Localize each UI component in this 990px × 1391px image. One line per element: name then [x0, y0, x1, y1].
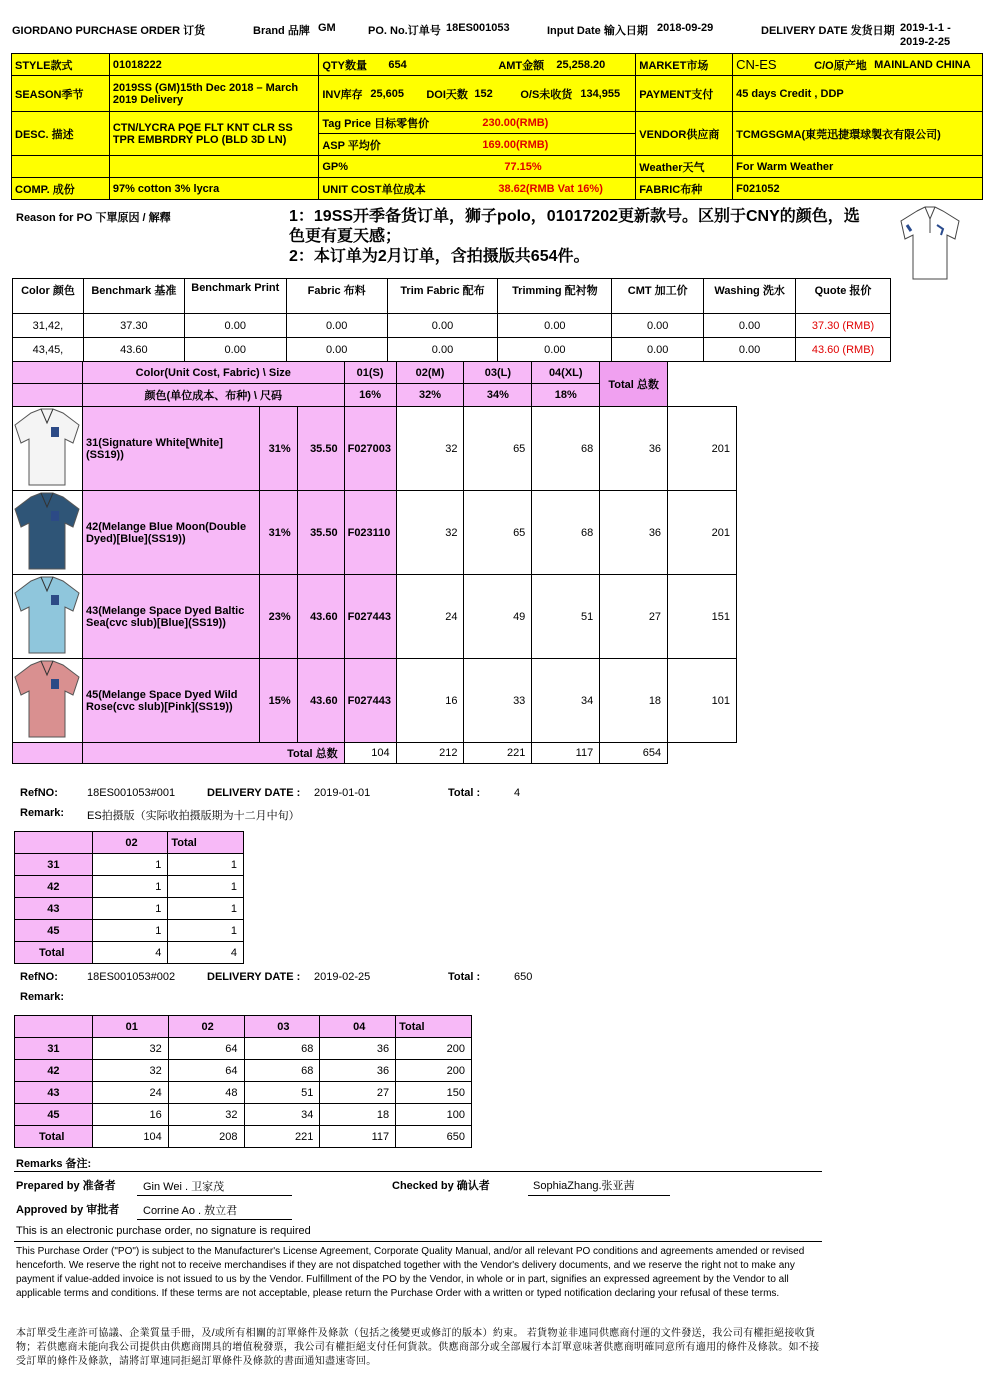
- cost-cell: 0.00: [387, 338, 498, 362]
- polo-shirt-image: [13, 491, 81, 571]
- ref2-remark-label: Remark:: [20, 991, 65, 1003]
- approved-value: Corrine Ao . 敖立君: [143, 1205, 238, 1217]
- ref2-cell: 24: [92, 1082, 168, 1104]
- reason-text: [289, 207, 899, 267]
- reason-line-3: 2：本订单为2月订单，含拍摄版共654件。: [289, 248, 590, 265]
- cost-cell: 37.30 (RMB): [796, 314, 891, 338]
- vendor-label: VENDOR供应商: [636, 112, 733, 156]
- size-row: [13, 659, 737, 743]
- cost-header-0: Color 颜色: [13, 279, 84, 314]
- cost-header-8: Quote 报价: [796, 279, 891, 314]
- ref1-cell: 1: [168, 876, 244, 898]
- size-qty: 27: [600, 575, 668, 659]
- unitcost-cell: [319, 178, 636, 200]
- size-qty: 32: [396, 407, 464, 491]
- vendor-value: TCMGSGMA(東莞迅捷環球製衣有限公司): [733, 112, 983, 156]
- size-qty: 65: [464, 491, 532, 575]
- size-row-total: 201: [668, 491, 737, 575]
- size-header-1: Color(Unit Cost, Fabric) \ Size: [82, 362, 344, 384]
- gp-label: GP%: [322, 160, 349, 173]
- size-breakdown-table: [12, 361, 737, 764]
- size-row: [13, 407, 737, 491]
- size-qty: 34: [532, 659, 600, 743]
- size-qty: 16: [396, 659, 464, 743]
- total-all: 654: [600, 743, 668, 764]
- ref2-cell: 16: [92, 1104, 168, 1126]
- fabric-label: FABRIC布种: [636, 178, 733, 200]
- market-label: MARKET市场: [636, 54, 733, 76]
- size-row-cost: 35.50: [297, 407, 344, 491]
- cost-cell: 43.60 (RMB): [796, 338, 891, 362]
- brand-value: GM: [318, 22, 336, 34]
- approved-signature-line: [137, 1219, 292, 1220]
- size-s: 01(S): [344, 362, 396, 384]
- cost-header-3: Fabric 布料: [286, 279, 387, 314]
- market-cell: [733, 54, 983, 76]
- inv-value: 25,605: [370, 87, 404, 100]
- ref1-delivery-value: 2019-01-01: [314, 787, 371, 799]
- ref2-cell: 100: [396, 1104, 472, 1126]
- cost-cell: 0.00: [498, 314, 612, 338]
- ratio-xl: 18%: [532, 384, 600, 407]
- ref2-total-value: 650: [514, 971, 533, 983]
- size-qty: 68: [532, 491, 600, 575]
- polo-sketch-image: [897, 203, 963, 285]
- checked-signature-line: [528, 1195, 670, 1196]
- co-label: C/O原产地: [814, 59, 867, 72]
- product-image-cell: [13, 659, 83, 743]
- polo-shirt-image: [13, 575, 81, 655]
- cost-table: [12, 278, 891, 362]
- polo-shirt-image: [13, 659, 81, 739]
- po-title: GIORDANO PURCHASE ORDER 订货: [12, 25, 206, 37]
- size-row-cost: 43.60: [297, 659, 344, 743]
- ref2-col-header: 02: [168, 1016, 244, 1038]
- ref2-corner: [15, 1016, 93, 1038]
- ref2-cell: 48: [168, 1082, 244, 1104]
- qty-value: 654: [388, 58, 407, 71]
- inv-label: INV库存: [322, 88, 363, 101]
- size-qty: 33: [464, 659, 532, 743]
- ref2-cell: 64: [168, 1060, 244, 1082]
- size-row-pct: 31%: [259, 407, 297, 491]
- size-row: [13, 491, 737, 575]
- ref2-cell: 31: [15, 1038, 93, 1060]
- asp-label: ASP 平均价: [322, 139, 381, 152]
- ref1-cell: 1: [92, 920, 168, 942]
- ref1-cell: 43: [15, 898, 93, 920]
- total-m: 212: [396, 743, 464, 764]
- ref2-cell: 650: [396, 1126, 472, 1148]
- ref2-cell: 18: [320, 1104, 396, 1126]
- size-row-fabric: F027443: [344, 659, 396, 743]
- ref2-cell: 68: [244, 1060, 320, 1082]
- cost-cell: 0.00: [612, 314, 704, 338]
- ratio-l: 34%: [464, 384, 532, 407]
- size-row-fabric: F027003: [344, 407, 396, 491]
- payment-value: 45 days Credit , DDP: [733, 76, 983, 112]
- size-qty: 36: [600, 407, 668, 491]
- reason-label: Reason for PO 下單原因 / 解釋: [16, 212, 171, 224]
- ref2-cell: 43: [15, 1082, 93, 1104]
- ref1-col-header: 02: [92, 832, 168, 854]
- size-row-cost: 43.60: [297, 575, 344, 659]
- cost-cell: 0.00: [387, 314, 498, 338]
- size-header-2: 颜色(单位成本、布种) \ 尺码: [82, 384, 344, 407]
- cost-cell: 0.00: [286, 314, 387, 338]
- size-row-pct: 15%: [259, 659, 297, 743]
- size-xl: 04(XL): [532, 362, 600, 384]
- ref2-cell: 221: [244, 1126, 320, 1148]
- ref2-cell: 51: [244, 1082, 320, 1104]
- cost-cell: 43,45,: [13, 338, 84, 362]
- cost-cell: 0.00: [286, 338, 387, 362]
- asp-value: 169.00(RMB): [482, 138, 549, 151]
- ratio-s: 16%: [344, 384, 396, 407]
- ref1-cell: 1: [92, 898, 168, 920]
- tag-value: 230.00(RMB): [482, 116, 549, 129]
- ref2-cell: 34: [244, 1104, 320, 1126]
- co-value: MAINLAND CHINA: [874, 58, 971, 71]
- ref2-cell: 117: [320, 1126, 396, 1148]
- electronic-note: This is an electronic purchase order, no signature is required: [16, 1225, 311, 1237]
- style-value: 01018222: [109, 54, 319, 76]
- delivery-date-value-2: 2019-2-25: [900, 36, 951, 48]
- terms-chinese: 本訂單受生產許可協議、企業質量手冊，及/或所有相關的訂單條件及條款（包括之後變更或修訂的版本）約束。 若貨物並非連同供應商付運的文件發送，我公司有權拒絕接收貨物；若供應商未能向我公司提供由供應商開具的增值稅發票，我公司有權拒絕支付任何貨款。供應商部分或全部履行本訂單意味著供應商明確同意所有適用的條件及條款。如不接受訂單的條件及條款，請將訂單連同拒絕訂單條件及條款的書面通知盡速寄回。: [16, 1328, 820, 1367]
- cost-cell: 0.00: [704, 314, 796, 338]
- size-row-cost: 35.50: [297, 491, 344, 575]
- ref1-label: RefNO:: [20, 787, 58, 799]
- size-row-name: 45(Melange Space Dyed Wild Rose(cvc slub)[Pink](SS19)): [82, 659, 259, 743]
- ratio-m: 32%: [396, 384, 464, 407]
- unitcost-label: UNIT COST单位成本: [322, 183, 426, 196]
- prepared-label: Prepared by 准备者: [16, 1180, 116, 1192]
- product-image-cell: [13, 407, 83, 491]
- delivery-date-label: DELIVERY DATE 发货日期: [761, 25, 895, 37]
- ref1-cell: 42: [15, 876, 93, 898]
- ref2-col-header: Total: [396, 1016, 472, 1038]
- size-qty: 51: [532, 575, 600, 659]
- reason-line-1: 1：19SS开季备货订单，狮子polo，01017202更新款号。区别于CNY的颜色，选: [289, 208, 860, 225]
- ref2-cell: 42: [15, 1060, 93, 1082]
- ref2-cell: 200: [396, 1060, 472, 1082]
- gp-value: 77.15%: [504, 160, 542, 173]
- style-label: STYLE款式: [12, 54, 110, 76]
- ref2-delivery-value: 2019-02-25: [314, 971, 371, 983]
- cost-header-1: Benchmark 基准: [83, 279, 184, 314]
- terms-english: This Purchase Order ("PO") is subject to the Manufacturer's License Agreement, Corporate Quality Manual, and/or all relevant PO conditions and agreements amended or revised henceforth. We reserve the right not to receive merchandises if they are not dispatched together with the Vendor's delivery documents, and we reserve the right not to make any payment if value-added invoice is not issued to us by the Vendor. Fulfillment of the PO by the Vendor, in whole or in part, signifies an expressed agreement by the Vendor to all applicable terms and conditions. If these terms are not acceptable, please return the Purchase Order with a written or typed notification declaring your refusal of these terms.: [16, 1246, 805, 1299]
- ref2-cell: 36: [320, 1038, 396, 1060]
- desc-value: CTN/LYCRA PQE FLT KNT CLR SS TPR EMBRDRY PLO (BLD 3D LN): [109, 112, 319, 156]
- ref1-col-header: Total: [168, 832, 244, 854]
- cost-header-7: Washing 洗水: [704, 279, 796, 314]
- ref2-cell: 200: [396, 1038, 472, 1060]
- ref2-value: 18ES001053#002: [87, 971, 176, 983]
- cost-cell: 31,42,: [13, 314, 84, 338]
- cost-cell: 0.00: [612, 338, 704, 362]
- ref2-cell: 208: [168, 1126, 244, 1148]
- ref2-total-label: Total :: [448, 971, 481, 983]
- input-date-label: Input Date 输入日期: [547, 25, 648, 37]
- ref2-cell: 64: [168, 1038, 244, 1060]
- size-row-total: 201: [668, 407, 737, 491]
- ref2-cell: 104: [92, 1126, 168, 1148]
- ref2-cell: 32: [92, 1060, 168, 1082]
- ref1-table: [14, 831, 244, 964]
- size-totals-label: Total 总数: [82, 743, 344, 764]
- size-qty: 18: [600, 659, 668, 743]
- qty-label: QTY数量: [322, 59, 367, 72]
- divider-line: [14, 1171, 822, 1172]
- prepared-signature-line: [137, 1195, 292, 1196]
- product-image-cell: [13, 575, 83, 659]
- weather-value: For Warm Weather: [733, 156, 983, 178]
- ref1-total-label: Total :: [448, 787, 481, 799]
- reason-line-2: 色更有夏天感；: [289, 228, 402, 245]
- cost-header-6: CMT 加工价: [612, 279, 704, 314]
- inv-cell: [319, 76, 636, 112]
- remarks-label: Remarks 备注:: [16, 1158, 92, 1170]
- cost-cell: 37.30: [83, 314, 184, 338]
- total-xl: 117: [532, 743, 600, 764]
- checked-label: Checked by 确认者: [392, 1180, 490, 1192]
- ref1-corner: [15, 832, 93, 854]
- ref1-cell: 1: [168, 898, 244, 920]
- tag-label: Tag Price 目标零售价: [322, 117, 430, 130]
- gp-cell: [319, 156, 636, 178]
- brand-label: Brand 品牌: [253, 25, 310, 37]
- input-date-value: 2018-09-29: [657, 22, 714, 34]
- size-qty: 32: [396, 491, 464, 575]
- total-s: 104: [344, 743, 396, 764]
- size-qty: 49: [464, 575, 532, 659]
- size-m: 02(M): [396, 362, 464, 384]
- tag-cell: [319, 112, 636, 134]
- size-row-fabric: F023110: [344, 491, 396, 575]
- ref1-cell: 31: [15, 854, 93, 876]
- ref1-cell: 45: [15, 920, 93, 942]
- total-img-cell: [13, 743, 83, 764]
- doi-label: DOI天数: [426, 88, 468, 101]
- ref2-cell: 36: [320, 1060, 396, 1082]
- cost-cell: 0.00: [184, 314, 286, 338]
- ref1-cell: Total: [15, 942, 93, 964]
- ref1-cell: 1: [92, 876, 168, 898]
- size-row: [13, 575, 737, 659]
- size-qty: 65: [464, 407, 532, 491]
- amt-label: AMT金额: [498, 59, 545, 72]
- polo-shirt-image: [13, 407, 81, 487]
- ref1-cell: 1: [168, 920, 244, 942]
- season-label: SEASON季节: [12, 76, 110, 112]
- empty-cell-1: [12, 156, 110, 178]
- cost-header-2: Benchmark Print: [184, 279, 286, 314]
- cost-header-5: Trimming 配衬物: [498, 279, 612, 314]
- ref1-cell: 4: [168, 942, 244, 964]
- po-no-value: 18ES001053: [446, 22, 510, 34]
- img-header-cell-2: [13, 384, 83, 407]
- cost-cell: 43.60: [83, 338, 184, 362]
- cost-cell: 0.00: [704, 338, 796, 362]
- cost-header-4: Trim Fabric 配布: [387, 279, 498, 314]
- ref2-cell: 150: [396, 1082, 472, 1104]
- order-info-grid: [11, 53, 983, 200]
- comp-value: 97% cotton 3% lycra: [109, 178, 319, 200]
- desc-label: DESC. 描述: [12, 112, 110, 156]
- payment-label: PAYMENT支付: [636, 76, 733, 112]
- ref2-delivery-label: DELIVERY DATE :: [207, 971, 301, 983]
- product-image-cell: [13, 491, 83, 575]
- amt-value: 25,258.20: [556, 58, 606, 71]
- os-value: 134,955: [580, 87, 621, 100]
- ref2-table: [14, 1015, 472, 1148]
- asp-cell: [319, 134, 636, 156]
- po-no-label: PO. No.订单号: [368, 25, 441, 37]
- comp-label: COMP. 成份: [12, 178, 110, 200]
- fabric-value: F021052: [733, 178, 983, 200]
- size-row-name: 42(Melange Blue Moon(Double Dyed)[Blue](SS19)): [82, 491, 259, 575]
- ref2-cell: 32: [92, 1038, 168, 1060]
- ref2-label: RefNO:: [20, 971, 58, 983]
- divider-line-2: [14, 1241, 822, 1242]
- season-value: 2019SS (GM)15th Dec 2018 – March 2019 Delivery: [109, 76, 319, 112]
- img-header-cell: [13, 362, 83, 384]
- ref2-col-header: 04: [320, 1016, 396, 1038]
- ref1-delivery-label: DELIVERY DATE :: [207, 787, 301, 799]
- size-qty: 68: [532, 407, 600, 491]
- ref2-col-header: 03: [244, 1016, 320, 1038]
- size-row-pct: 23%: [259, 575, 297, 659]
- prepared-value: Gin Wei . 卫家茂: [143, 1181, 225, 1193]
- size-row-pct: 31%: [259, 491, 297, 575]
- unitcost-value: 38.62(RMB Vat 16%): [498, 182, 603, 195]
- ref1-remark-value: ES拍摄版（实际收拍摄版期为十二月中旬）: [87, 810, 300, 822]
- size-l: 03(L): [464, 362, 532, 384]
- cost-cell: 0.00: [498, 338, 612, 362]
- doi-value: 152: [474, 87, 493, 100]
- qty-amt-cell: [319, 54, 636, 76]
- size-row-total: 151: [668, 575, 737, 659]
- ref1-cell: 1: [168, 854, 244, 876]
- ref2-cell: Total: [15, 1126, 93, 1148]
- size-row-name: 43(Melange Space Dyed Baltic Sea(cvc slub)[Blue](SS19)): [82, 575, 259, 659]
- empty-cell-2: [109, 156, 319, 178]
- size-total-header: Total 总数: [600, 362, 668, 407]
- ref2-cell: 45: [15, 1104, 93, 1126]
- size-qty: 36: [600, 491, 668, 575]
- os-label: O/S未收货: [520, 88, 573, 101]
- ref2-cell: 68: [244, 1038, 320, 1060]
- checked-value: SophiaZhang.张亚茜: [533, 1180, 635, 1192]
- size-qty: 24: [396, 575, 464, 659]
- ref2-cell: 32: [168, 1104, 244, 1126]
- size-row-name: 31(Signature White[White](SS19)): [82, 407, 259, 491]
- delivery-date-value-1: 2019-1-1 -: [900, 22, 951, 34]
- ref1-remark-label: Remark:: [20, 807, 65, 819]
- ref1-total-value: 4: [514, 787, 521, 799]
- cost-cell: 0.00: [184, 338, 286, 362]
- size-row-total: 101: [668, 659, 737, 743]
- ref2-col-header: 01: [92, 1016, 168, 1038]
- size-row-fabric: F027443: [344, 575, 396, 659]
- ref1-cell: 4: [92, 942, 168, 964]
- ref1-cell: 1: [92, 854, 168, 876]
- approved-label: Approved by 审批者: [16, 1204, 120, 1216]
- ref1-value: 18ES001053#001: [87, 787, 176, 799]
- ref2-cell: 27: [320, 1082, 396, 1104]
- weather-label: Weather天气: [636, 156, 733, 178]
- market-value: CN-ES: [736, 57, 777, 72]
- total-l: 221: [464, 743, 532, 764]
